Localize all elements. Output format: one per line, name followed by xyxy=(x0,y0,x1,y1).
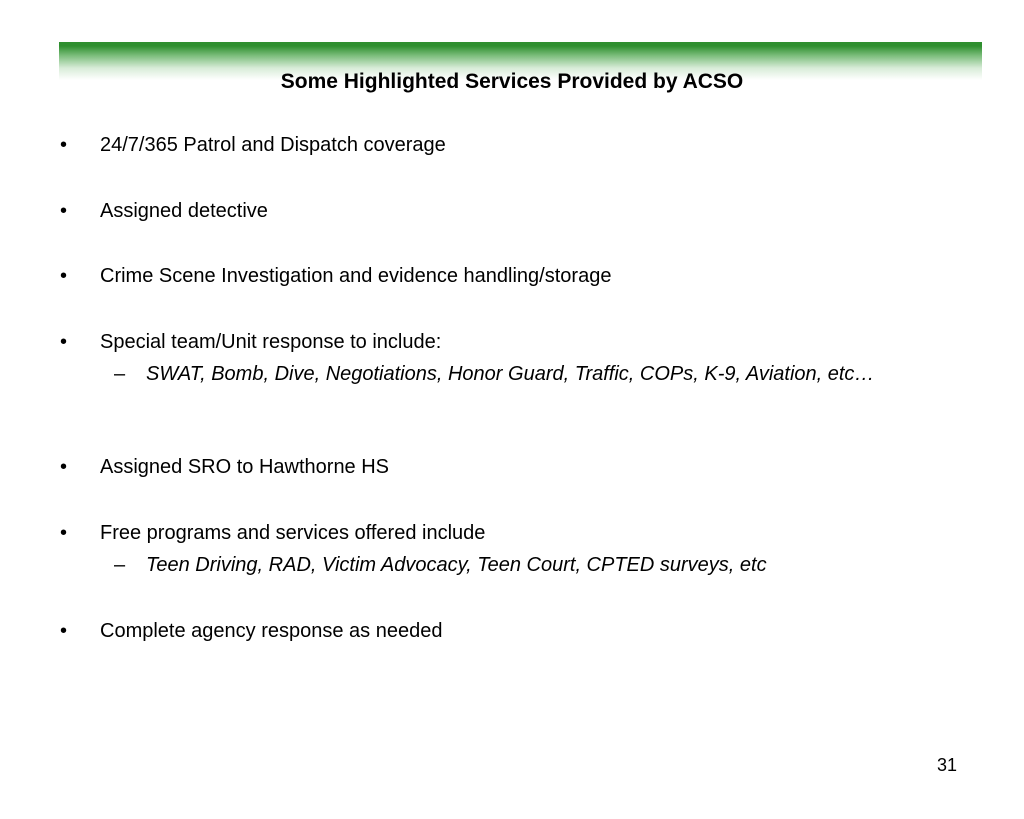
bullet-marker: • xyxy=(60,522,68,544)
sub-bullet-marker: – xyxy=(114,554,126,576)
bullet-marker: • xyxy=(60,265,68,287)
bullet-marker: • xyxy=(60,456,68,478)
bullet-marker: • xyxy=(60,620,68,642)
slide-title: Some Highlighted Services Provided by ACSO xyxy=(280,70,744,93)
sub-item-text: Teen Driving, RAD, Victim Advocacy, Teen Court, CPTED surveys, etc xyxy=(146,554,767,576)
page-number: 31 xyxy=(937,755,958,775)
list-item-text: Complete agency response as needed xyxy=(100,620,443,642)
list-item-text: Special team/Unit response to include: xyxy=(100,331,442,353)
list-item-text: Crime Scene Investigation and evidence handling/storage xyxy=(100,265,612,287)
list-item-text: Free programs and services offered include xyxy=(100,522,486,544)
bullet-marker: • xyxy=(60,200,68,222)
bullet-marker: • xyxy=(60,331,68,353)
list-item-text: Assigned SRO to Hawthorne HS xyxy=(100,456,390,478)
sub-item-text: SWAT, Bomb, Dive, Negotiations, Honor Guard, Traffic, COPs, K-9, Aviation, etc… xyxy=(146,363,875,385)
list-item-text: Assigned detective xyxy=(100,200,268,222)
list-item-text: 24/7/365 Patrol and Dispatch coverage xyxy=(100,134,446,156)
sub-bullet-marker: – xyxy=(114,363,126,385)
bullet-marker: • xyxy=(60,134,68,156)
